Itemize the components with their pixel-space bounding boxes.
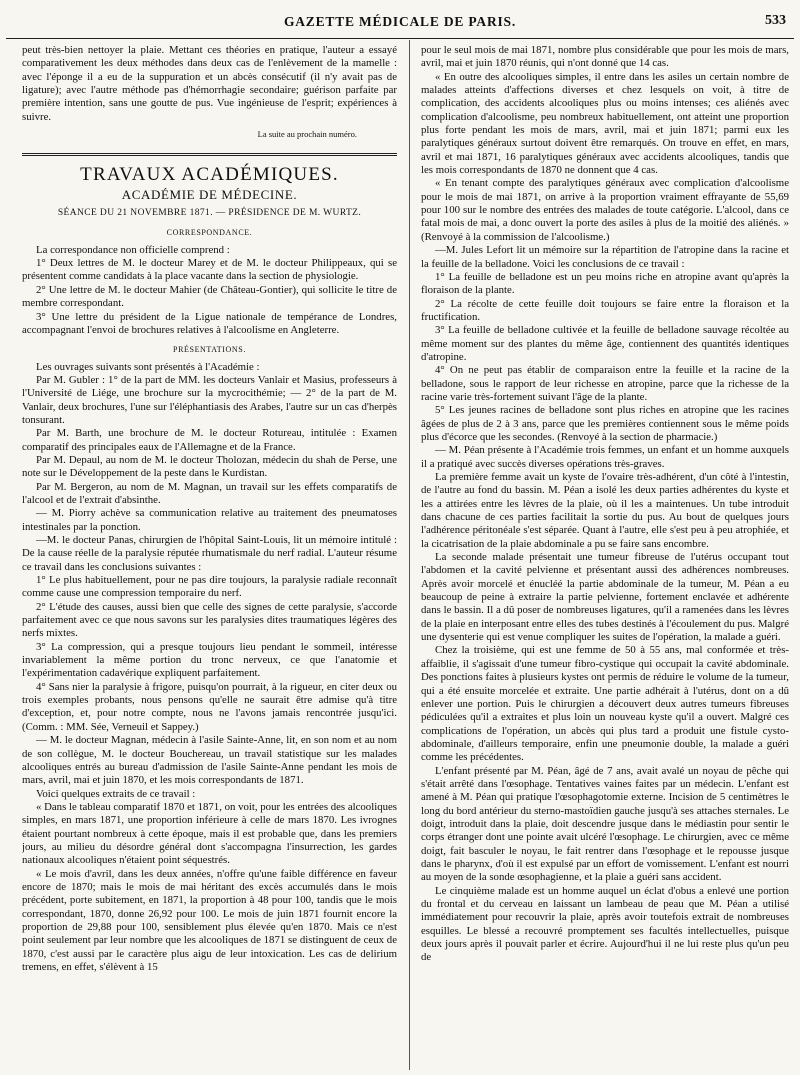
- page-header: [0, 8, 800, 34]
- continued-paragraph: peut très-bien nettoyer la plaie. Mettant ces théories en pratique, l'auteur a essayé comparativement les deux méthodes dans deux cas de l'enlèvement de la mamelle : avec l'éponge il a eu de la suppuration et un abcès consécutif (il n'y avait pas de ligature); avec l'autre méthode pas d'hémorrhagie secondaire; guérison parfaite par première intention, sans une goutte de pus. Vue ingénieuse de l'esprit; expériences à suivre.: [22, 44, 397, 123]
- paragraph: 2° L'étude des causes, aussi bien que celle des signes de cette paralysie, s'accorde parfaitement avec ce que nous savons sur les paralysies dites traumatiques légères des nerfs mixtes.: [22, 600, 397, 640]
- paragraph: L'enfant présenté par M. Péan, âgé de 7 ans, avait avalé un noyau de pêche qui s'était arrêté dans l'œsophage. Tentatives vaines faites par un médecin. L'enfant est amené à M. Péan qui pratique l'œsophagotomie externe. Incision de 5 centimètres le long du bord antérieur du sterno-mastoïdien gauche jusqu'à ses attaches sternales. Le doigt, introduit dans la plaie, doit descendre jusque dans le médiastin pour sentir le corps étranger dont une pointe avait ulcéré l'œsophage. Le chirurgien, avec ce même doigt, fait basculer le noyau, le fait rentrer dans l'œsophage et le repousse jusque dans le pharynx, d'où il est expulsé par un effort de vomissement. L'enfant est nourri au moyen de la sonde œsophagienne, et la plaie a guéri sans accident.: [421, 764, 789, 884]
- paragraph: « En tenant compte des paralytiques généraux avec complication d'alcoolisme pour le mois de mai 1871, on arrive à la proportion vraiment effrayante de 55,69 pour 100 sur le nombre des entrées des malades de toute catégorie. L'alcool, dans ce fatal mois de mai, a donc ouvert la porte des asiles à plus de la moitié des aliénés. » (Renvoyé à la commission de l'alcoolisme.): [421, 177, 789, 243]
- paragraph: 3° La compression, qui a presque toujours lieu pendant le sommeil, intéresse invariablement la même portion du tronc nerveux, ce que l'anatomie et l'expérimentation cadavérique expliquent parfaitement.: [22, 640, 397, 680]
- paragraph: Chez la troisième, qui est une femme de 50 à 55 ans, mal conformée et très-affaiblie, il s'agissait d'une tumeur fibro-cystique qui occupait la cavité abdominale. Des ponctions faites à plusieurs kystes ont permis de réduire le volume de la tumeur, qui a été ensuite morcelée et extraite. Une partie adhérait à l'utérus, dont on a dû enlever une portion. Puis le chirurgien a découvert deux autres tumeurs fibreuses pédiculées qu'il a extraites et plus loin un nouveau kyste qu'il a ouvert. Malgré ces complications de l'opération, un abcès qui plus tard a produit une fistule cysto-abdominale, d'ailleurs temporaire, enfin une pneumonie double, la malade a guéri comme les précédentes.: [421, 644, 789, 764]
- paragraph: 4° Sans nier la paralysie à frigore, puisqu'on pourrait, à la rigueur, en citer deux ou trois exemples probants, nous pensons qu'elle ne saurait être admise qu'à titre d'exception, et, pour notre compte, nous ne l'avons jamais rencontrée jusqu'ici. (Comm. : MM. Sée, Verneuil et Sappey.): [22, 680, 397, 733]
- paragraph: Voici quelques extraits de ce travail :: [36, 787, 196, 800]
- section-separator: [22, 153, 397, 156]
- paragraph: —M. le docteur Panas, chirurgien de l'hôpital Saint-Louis, lit un mémoire intitulé : De la cause réelle de la paralysie réputée rhumatismale du nerf radial. L'auteur résume ce travail dans les conclusions suivantes :: [22, 534, 397, 573]
- left-column: [22, 44, 397, 1069]
- paragraph: — M. Péan présente à l'Académie trois femmes, un enfant et un homme auxquels il a pratiqué avec succès diverses opérations très-graves.: [421, 444, 789, 470]
- header-rule: [6, 38, 794, 39]
- paragraph: « Dans le tableau comparatif 1870 et 1871, on voit, pour les entrées des alcooliques simples, en mars 1871, une proportion inférieure à celle de mars 1870. Les ivrognes étaient pourtant nombreux à cette époque, mais il est probable que, dans les premiers jours, au milieu du désordre général dont s'accompagna l'insurrection, les gardes nationaux alcooliques n'étaient point séquestrés.: [22, 800, 397, 867]
- journal-title: GAZETTE MÉDICALE DE PARIS.: [283, 14, 517, 29]
- paragraph: « En outre des alcooliques simples, il entre dans les asiles un certain nombre de malades atteints d'affections diverses et chez lesquels on voit, à titre de complication, des accidents alcooliques plus ou moins intenses; ces aliénés avec complication d'alcoolisme, peu nombreux habituellement, ont atteint une proportion plus forte pendant les mois de mars, avril, mai et juin 1871; parmi eux les paralytiques généraux surtout doivent être remarqués. On trouve en effet, en mars, avril et mai 1871, 16 paralytiques généraux avec accidents alcooliques, tandis que les mois correspondants de 1870 ne donnent que 4 cas.: [421, 70, 789, 177]
- paragraph: — M. le docteur Magnan, médecin à l'asile Sainte-Anne, lit, en son nom et au nom de son collègue, M. le docteur Bouchereau, un travail statistique sur les malades alcooliques entrés au bureau d'admission de l'asile Sainte-Anne pendant les mois de mars, avril, mai et juin 1870, et les mois correspondants de 1871.: [22, 734, 397, 787]
- paragraph: 2° La récolte de cette feuille doit toujours se faire entre la floraison et la fructification.: [421, 297, 789, 323]
- paragraph: Les ouvrages suivants sont présentés à l'Académie :: [36, 360, 260, 373]
- session-heading: SÉANCE DU 21 NOVEMBRE 1871. — PRÉSIDENCE DE M. WURTZ.: [57, 208, 362, 219]
- paragraph: —M. Jules Lefort lit un mémoire sur la répartition de l'atropine dans la racine et la feuille de la belladone. Voici les conclusions de ce travail :: [421, 244, 789, 270]
- paragraph: La correspondance non officielle comprend :: [36, 243, 230, 256]
- paragraph: Par M. Depaul, au nom de M. le docteur Tholozan, médecin du shah de Perse, une note sur le Développement de la peste dans le Kurdistan.: [22, 453, 397, 480]
- page-number: 533: [765, 13, 786, 28]
- paragraph: 5° Les jeunes racines de belladone sont plus riches en atropine que les racines âgées de plus de 2 à 3 ans, parce que les premières contiennent sous le même poids plus d'écorce que les secondes. (Renvoyé à la section de pharmacie.): [421, 404, 789, 443]
- paragraph: 1° La feuille de belladone est un peu moins riche en atropine avant qu'après la floraison de la plante.: [421, 270, 789, 297]
- paragraph: 3° Une lettre du président de la Ligue nationale de tempérance de Londres, accompagnant l'envoi de brochures relatives à l'alcoolisme en Angleterre.: [22, 310, 397, 336]
- paragraph: La seconde malade présentait une tumeur fibreuse de l'utérus occupant tout l'abdomen et la cavité pelvienne et présentant aussi des adhérences nombreuses. Après avoir morcelé et énucléé la partie abdominale de la tumeur, M. Péan a eu beaucoup de peine à extraire la partie pelvienne, fortement enclavée et adhérente dans le bassin. Il a dû poser de nombreuses ligatures, qu'il a ramenées dans les lèvres de la plaie en interposant entre elles des tubes destinés à l'écoulement du pus. Malgré une dysenterie qui est venue compliquer les suites de l'opération, la malade a guéri.: [421, 551, 789, 644]
- paragraph: 1° Le plus habituellement, pour ne pas dire toujours, la paralysie radiale reconnaît comme cause une compression temporaire du nerf.: [22, 574, 397, 600]
- paragraph: Par M. Barth, une brochure de M. le docteur Rotureau, intitulée : Examen comparatif des principales eaux de l'Allemagne et de la France.: [22, 427, 397, 453]
- paragraph: pour le seul mois de mai 1871, nombre plus considérable que pour les mois de mars, avril, mai et juin 1870 réunis, qui n'ont donné que 14 cas.: [421, 44, 789, 70]
- paragraph: La première femme avait un kyste de l'ovaire très-adhérent, d'un côté à l'intestin, de l'autre au fond du bassin. M. Péan a isolé les deux parties adhérentes du kyste et les a attirées entre les lèvres de la plaie, où il les a maintenues. Un tube introduit dans chacune de ces parties facilitait la sortie du pus. Au bout de quelques jours l'adhérence péritonéale s'est séparée. Quant à l'autre, elle s'est peu à peu atrophiée, et la cicatrisation de la plaie abdominale a pu se faire sans encombre.: [421, 471, 789, 550]
- paragraph: 3° La feuille de belladone cultivée et la feuille de belladone sauvage récoltée au même moment sur des plantes du même âge, contiennent des quantités identiques d'atropine.: [421, 324, 789, 363]
- paragraph: Par M. Gubler : 1° de la part de MM. les docteurs Vanlair et Masius, professeurs à l'Université de Liége, une brochure sur la mycrocithémie; — 2° de la part de M. Vanlair, deux brochures, l'une sur l'éléphantiasis des Arabes, l'autre sur un cas d'herpès tonsurant.: [22, 373, 397, 426]
- paragraph: Le cinquième malade est un homme auquel un éclat d'obus a enlevé une portion du frontal et du cerveau en laissant un lambeau de peau que M. Péan a utilisé immédiatement pour recouvrir la plaie, après avoir toutefois extrait de nombreuses esquilles. Le blessé a recouvré promptement ses facultés intellectuelles, puisque deux jours après il pouvait parler et écrire. Aujourd'hui il ne lui reste plus qu'un peu de: [421, 884, 789, 964]
- paragraph: 4° On ne peut pas établir de comparaison entre la feuille et la racine de la belladone, sous le rapport de leur richesse en atropine, parce que la richesse de la racine varie très-fortement suivant l'âge de la plante.: [421, 364, 789, 403]
- section-title: TRAVAUX ACADÉMIQUES.: [80, 164, 339, 186]
- paragraph: 1° Deux lettres de M. le docteur Marey et de M. le docteur Philippeaux, qui se présentent comme candidats à la place vacante dans la section de physiologie.: [22, 257, 397, 283]
- presentations-heading: PRÉSENTATIONS.: [173, 345, 246, 355]
- correspondance-heading: CORRESPONDANCE.: [166, 228, 253, 238]
- right-column: [421, 44, 789, 1069]
- continuation-note: La suite au prochain numéro.: [257, 129, 357, 140]
- paragraph: Par M. Bergeron, au nom de M. Magnan, un travail sur les effets comparatifs de l'alcool et de l'extrait d'absinthe.: [22, 480, 397, 506]
- paragraph: — M. Piorry achève sa communication relative au traitement des pneumatoses intestinales par la ponction.: [22, 507, 397, 533]
- paragraph: « Le mois d'avril, dans les deux années, n'offre qu'une faible différence en faveur encore de 1870; mais le mois de mai héritant des excès accumulés dans le mois précédent, porte subitement, en 1871, la proportion à 48 pour 100, tandis que le mois correspondant, 1870, donne 26,92 pour 100. Le mois de juin 1871 fournit encore la proportion de 29,88 pour 100, sensiblement plus élevée qu'en 1870. Mais ce n'est point seulement par leur nombre que les alcooliques de 1871 se distinguent de ceux de 1870, c'est aussi par le caractère plus aigu de leur intoxication. Les cas de delirium tremens, en effet, s'élèvent à 15: [22, 867, 397, 973]
- paragraph: 2° Une lettre de M. le docteur Mahier (de Château-Gontier), qui sollicite le titre de membre correspondant.: [22, 283, 397, 310]
- column-divider: [409, 40, 410, 1070]
- academy-heading: ACADÉMIE DE MÉDECINE.: [121, 186, 298, 202]
